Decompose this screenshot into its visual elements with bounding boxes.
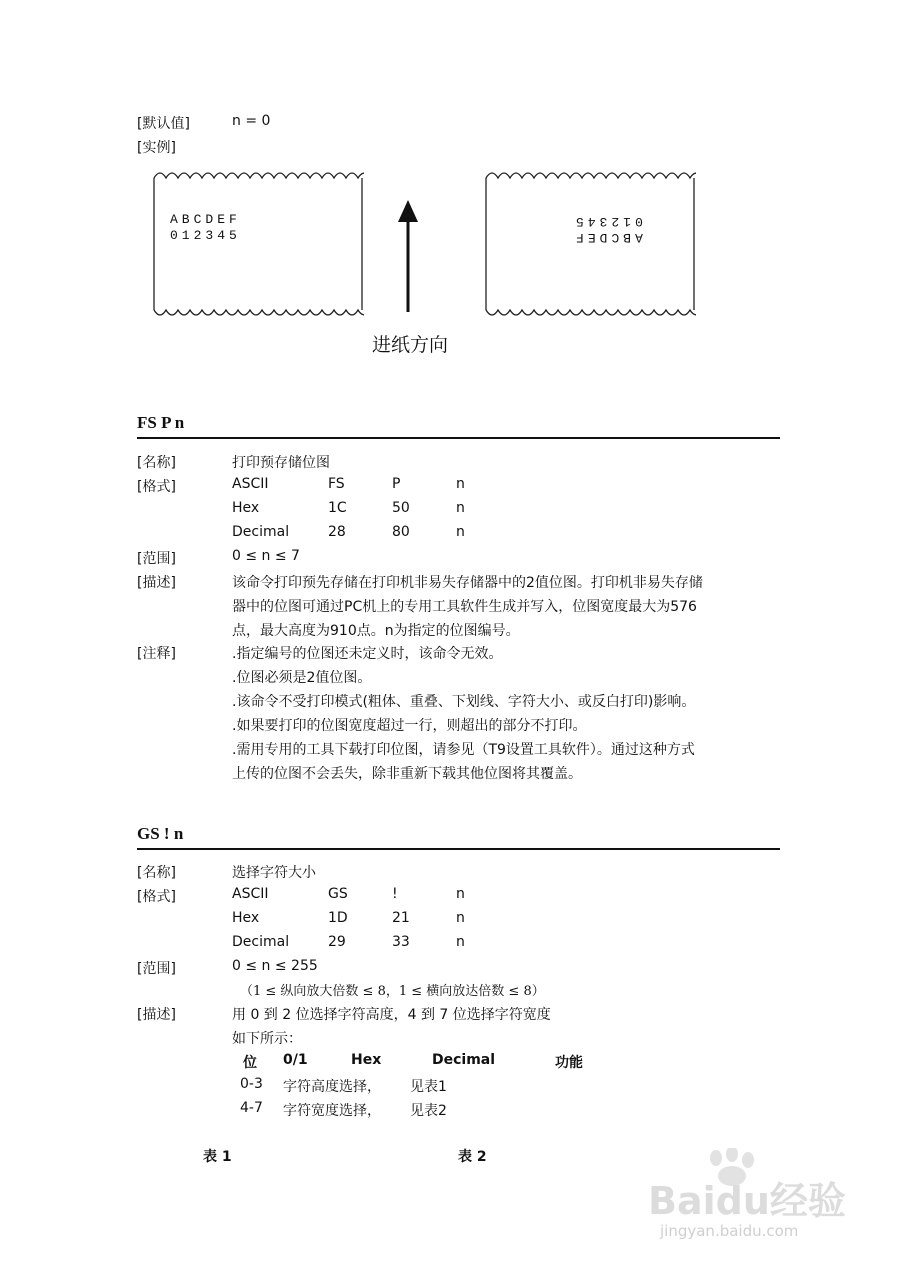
range-value: 0 ≤ n ≤ 7 <box>232 548 300 564</box>
format-cell: 33 <box>392 934 410 950</box>
format-cell: 21 <box>392 910 410 926</box>
example-label: [实例] <box>137 140 176 156</box>
format-cell: Hex <box>232 500 260 516</box>
range-value: 0 ≤ n ≤ 255 <box>232 958 318 974</box>
range-note: （1 ≤ 纵向放大倍数 ≤ 8，1 ≤ 横向放达倍数 ≤ 8） <box>240 984 545 999</box>
desc-line: 用 0 到 2 位选择字符高度，4 到 7 位选择字符宽度 <box>232 1007 551 1023</box>
bit-table-header: Decimal <box>432 1052 496 1068</box>
desc-label: [描述] <box>137 1007 176 1023</box>
command-name: 打印预存储位图 <box>232 455 330 471</box>
format-cell: 28 <box>328 524 346 540</box>
table1-caption: 表 1 <box>203 1149 232 1165</box>
paper-normal-outline <box>152 160 364 332</box>
section-title-gs-excl-n: GS ! n <box>137 824 184 843</box>
watermark-brand: Baidu经验 <box>648 1179 846 1223</box>
table2-caption: 表 2 <box>458 1149 487 1165</box>
paper-normal-line2: 012345 <box>170 228 241 243</box>
watermark-url: jingyan.baidu.com <box>660 1222 799 1240</box>
name-label: [名称] <box>137 865 176 881</box>
paper-normal-line1: ABCDEF <box>170 212 241 227</box>
paper-upside-down-line1: ABCDEF <box>572 230 643 245</box>
range-label: [范围] <box>137 961 176 977</box>
bit-table-header: 位 <box>243 1055 257 1071</box>
format-cell: Hex <box>232 910 260 926</box>
desc-line: 点，最大高度为910点。n为指定的位图编号。 <box>232 623 520 639</box>
format-cell: FS <box>328 476 345 492</box>
format-cell: n <box>456 934 465 950</box>
paper-upside-down-outline <box>484 160 696 332</box>
bit-table-header: 功能 <box>555 1055 583 1071</box>
format-cell: n <box>456 886 465 902</box>
bit-row-function: 字符宽度选择， <box>283 1103 381 1119</box>
format-cell: 50 <box>392 500 410 516</box>
note-line: .位图必须是2值位图。 <box>232 670 372 686</box>
bit-row-function: 字符高度选择， <box>283 1079 381 1095</box>
bit-table-header: Hex <box>351 1052 382 1068</box>
format-cell: n <box>456 910 465 926</box>
bit-row-ref: 见表1 <box>410 1079 447 1095</box>
format-cell: 1C <box>328 500 347 516</box>
format-cell: 1D <box>328 910 348 926</box>
desc-label: [描述] <box>137 575 176 591</box>
format-cell: GS <box>328 886 348 902</box>
bit-table-header: 0/1 <box>283 1052 308 1068</box>
notes-label: [注释] <box>137 646 176 662</box>
paper-upside-down-line2: 012345 <box>572 214 643 229</box>
section-title-fs-p-n: FS P n <box>137 413 185 432</box>
format-cell: Decimal <box>232 934 290 950</box>
command-name: 选择字符大小 <box>232 865 316 881</box>
default-label: [默认值] <box>137 116 190 132</box>
format-cell: n <box>456 476 465 492</box>
paper-normal <box>152 160 364 332</box>
note-line: .该命令不受打印模式(粗体、重叠、下划线、字符大小、或反白打印)影响。 <box>232 694 696 710</box>
format-label: [格式] <box>137 889 176 905</box>
bit-row-ref: 见表2 <box>410 1103 447 1119</box>
note-line: .如果要打印的位图宽度超过一行，则超出的部分不打印。 <box>232 718 587 734</box>
default-value: n = 0 <box>232 113 271 129</box>
format-cell: 29 <box>328 934 346 950</box>
bit-row-bits: 4-7 <box>240 1100 263 1116</box>
format-cell: P <box>392 476 401 492</box>
section-divider <box>137 848 780 850</box>
format-cell: ! <box>392 886 398 902</box>
desc-line: 器中的位图可通过PC机上的专用工具软件生成并写入，位图宽度最大为576 <box>232 599 697 615</box>
section-divider <box>137 437 780 439</box>
paper-upside-down <box>484 160 696 332</box>
range-label: [范围] <box>137 551 176 567</box>
format-cell: n <box>456 524 465 540</box>
feed-direction-label: 进纸方向 <box>372 334 449 356</box>
format-cell: ASCII <box>232 886 269 902</box>
desc-line: 如下所示： <box>232 1031 302 1047</box>
bit-row-bits: 0-3 <box>240 1076 263 1092</box>
format-label: [格式] <box>137 479 176 495</box>
note-line: 上传的位图不会丢失，除非重新下载其他位图将其覆盖。 <box>232 766 582 782</box>
desc-line: 该命令打印预先存储在打印机非易失存储器中的2值位图。打印机非易失存储 <box>232 575 703 591</box>
format-cell: ASCII <box>232 476 269 492</box>
format-cell: n <box>456 500 465 516</box>
note-line: .指定编号的位图还未定义时，该命令无效。 <box>232 646 503 662</box>
format-cell: 80 <box>392 524 410 540</box>
name-label: [名称] <box>137 455 176 471</box>
note-line: .需用专用的工具下载打印位图，请参见（T9设置工具软件）。通过这种方式 <box>232 742 695 758</box>
format-cell: Decimal <box>232 524 290 540</box>
feed-arrow-icon <box>395 198 421 314</box>
